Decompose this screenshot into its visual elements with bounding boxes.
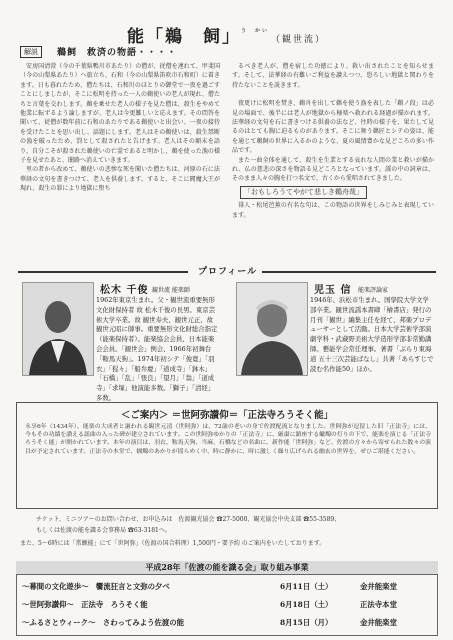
profile-name: 松木 千俊: [100, 285, 149, 296]
paragraph: また一曲全体を通して、殺生を生業とする哀れな人間の業と救いが描かれ、仏の慈悲の深さを物語る見どころとなっています。謡の中の詞章は、そのまま人々の胸を打つ名文で、古くから愛唱されてきました。: [232, 156, 434, 183]
profile-bio: 1962年東京生まれ。父・観世流重要無形文化財保持者 故 松木千俊の長男。東京芸術大学卒業。故 観世寿夫、観世元正、故 観世元昭に師事。重要無形文化財総合指定（能楽保持者）。能楽協会会員、日本能楽会会員。「観世会」例会、1966年初舞台「鞍馬天狗」。1974年初シテ「俊寛」「羽衣」「猩々」「船弁慶」「道成寺」「鉢木」「石橋」「乱」「張良」「望月」「翁」「道成寺」「求塚」他演能多数。「獅子」「清経」多数。: [96, 296, 218, 402]
profile-role: 能楽評論家: [358, 287, 389, 294]
footnote: もしくは佐渡の能を識る会事務局 ☎63-3181へ。: [36, 527, 171, 534]
schedule-venue: 正法寺本堂: [360, 600, 397, 609]
section-subheading: 鵜飼 救済の物語・・・・: [57, 48, 178, 58]
schedule-event: ～ふるさとウィーク～ さわってみよう佐渡の能: [22, 618, 185, 627]
profile-title: プロフィール: [198, 267, 258, 277]
schedule-header: 平成28年「佐渡の能を識る会」取り組み事業: [16, 561, 438, 574]
paragraph: 俳人・松尾芭蕉の有名な句は、この物語の世界をしみじみと表現しています。: [232, 202, 434, 219]
haiku-box: 「おもしろうてやがて悲しき鵜舟哉」: [240, 186, 367, 199]
title-row: [0, 22, 453, 47]
paragraph: 里の者から改めて、鵜使いの悲惨な死を聞いた僧たちは、河原の石に法華経の文句を書きつけて、老人を供養します。すると、そこに閻魔大王が現れ、殺生の罪により地獄に堕ち: [20, 166, 220, 193]
paragraph: 夜更けに松明を焚き、鵜舟を出して鵜を使う漁を表した「鵜ノ段」は必見の場面で、後半には老人が地獄から極楽へ救われる経過が描かれます。法華経の文句を石に書きつける供養の法など、往時の様子を、果たして見るのはとても胸に迫るものがあります。そこに舞う鵜匠とシテの姿は、能を通じて鵜飼の世界に入るかのような、夏の風情豊かな見どころの多い作品です。: [232, 100, 434, 155]
portrait-icon: [23, 283, 93, 375]
paragraph: 安房国清澄（今の千葉県鴨川市あたり）の僧が、従僧を連れて、甲斐国（今の山梨県あたり）へ旅立ち、石和（今の山梨県笛吹市石和町）に着きます。日も暮れたため、僧たちは、石和川のほとりの御堂で一夜を過ごすことにしましたが、そこに松明を持った一人の鵜使いの老人が現れ、僧たちと言葉を交わします。鵜を乗せた老人の様子を見た僧は、殺生をやめて他業に転ずるよう論しますが、老人は今更難しいと応えます。その問答を聞いて、従僧が数年前に石和のあたりである鵜使いと出会い、一夜の接待を受けたことを思い出し、話題にします。老人はその鵜使いは、殺生禁断の漁を破ったため、罰として殺されたと告げます。老人はその顛末を語り、自分こそが殺された鵜使いの亡霊であると明かし、鵜を使った漁の様子を見せたあと、闇路へ消えていきます。: [20, 63, 220, 165]
footnote: また、5～6時には「常蝋能」にて「世阿弥」（佐渡の国合料理）1,500円・要予約 のご案内をいたしております。: [20, 540, 326, 547]
schedule-date: 6月18日（土）: [280, 600, 333, 609]
right-column: [232, 62, 434, 258]
schedule-date: 8月15日（月）: [280, 618, 333, 627]
profile-name: 児玉 信: [314, 285, 352, 296]
portrait-photo-kodama: [236, 282, 308, 376]
divider: [18, 271, 188, 273]
footnote: チケット、ミニツアーのお問い合わせ、お申込みは 佐渡観光協会 ☎27-5000、観光協会中央支部 ☎55-3589、: [36, 516, 341, 523]
schedule-date: 6月11日（土）: [280, 582, 333, 591]
portrait-icon: [237, 283, 307, 375]
title-ruby: う かい: [240, 28, 269, 34]
schedule-venue: 金井能楽堂: [360, 582, 397, 591]
divider: [262, 271, 436, 273]
announcement-body: 永享6年（1434年）、能楽の大成者と謳われる観世元清（世阿弥）は、72歳の老いの身で佐渡配流となりました。世阿弥が逗留した旧「正法寺」には、今もその功績を讃える謡曲の入った碑が建立されています。この世阿弥ゆかりの「正法寺」に、厳粛に鎮座する蠟燭の灯りの下で、能楽を演じる「正法寺ろうそく能」が開かれています。本年の演目は、羽衣、鞍馬天狗、当麻、石橋などの名曲に、新作能「世阿弥」など、佐渡の方々から寄せられた数々の演目が予定されています。正法寺の本堂で、蝋燭のあかりが揺らめく中、時に静かに、時に激しく繰り広げられる幽玄の世界を、ぜひご堪能ください。: [25, 424, 431, 455]
announcement-box: [16, 402, 438, 509]
profile-bio: 1946年、浜松市生まれ。国學院大学文学部卒業。観世流謡本書肆「檜書店」発行の月刊「観世」編集主任を経て、邦楽プロデューサーとして活動。日本大学芸術学部演劇学科・武蔵野美術大学造形学部非常勤講師。藝能学会常任理事。著書「ぶらり東海道 五十三次芸能ばなし」共著「あらすじで読む名作能50」ほか。: [310, 296, 434, 373]
announcement-title: ＜ご案内＞ ＝世阿弥讃仰＝「正法寺ろうそく能」: [120, 410, 334, 421]
page-subtitle: （観世流）: [271, 35, 327, 45]
schedule-event: ～世阿弥讃仰～ 正法寺 ろうそく能: [22, 600, 148, 609]
left-column: [20, 62, 220, 258]
paragraph: るべき老人が、僧を宿した功徳により、救い出されたことを知らせます。そして、法華経の有難いご利益を讃えつつ、恐ろしい地獄と関わりを持たないことを説きます。: [232, 63, 434, 89]
schedule-venue: 金井能楽堂: [360, 618, 397, 627]
section-label: 解説: [20, 46, 42, 58]
portrait-photo-matsuki: [22, 282, 94, 376]
schedule-event: ～幕間の文化遊歩～ 饗流狂言と文弥の夕べ: [22, 582, 170, 591]
profile-header: [18, 264, 436, 276]
profile-role: 観世流 能楽師: [152, 287, 190, 294]
page-title: 能「鵜 飼」$^{う かい}$（観世流）: [126, 27, 327, 47]
